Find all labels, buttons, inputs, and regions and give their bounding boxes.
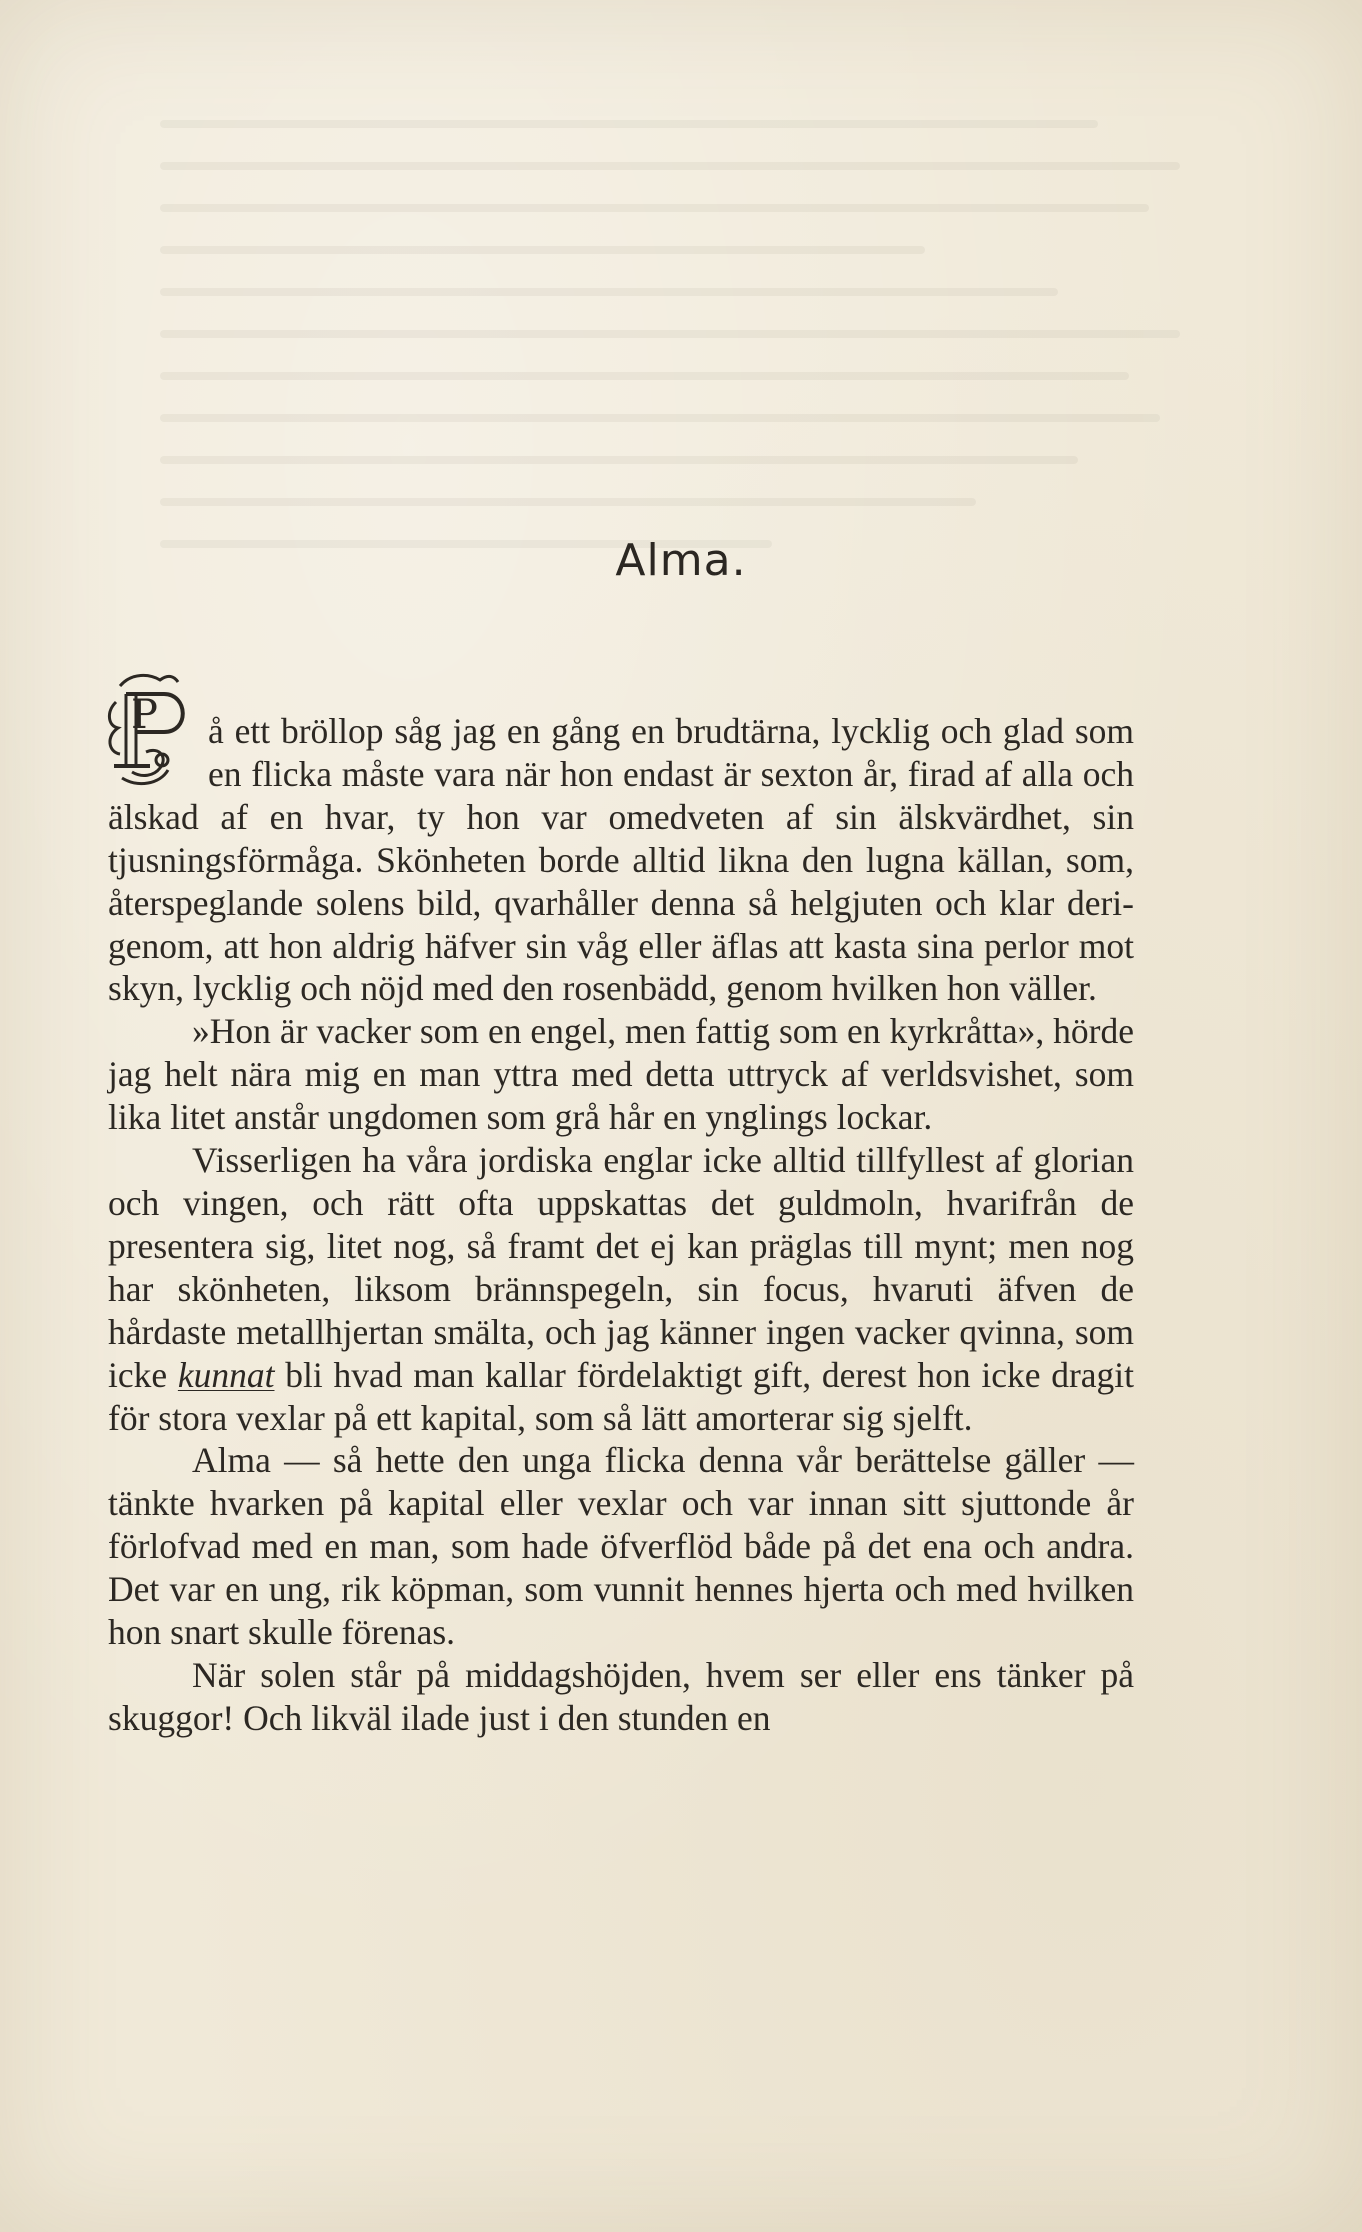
ornamental-dropcap-icon bbox=[102, 666, 202, 794]
paragraph-3-text-a: Visserligen ha våra jordiska englar icke alltid tillfyllest af glorian och vingen, och rätt ofta uppskattas det guldmoln, hvarifrån de presentera sig, litet nog, så framt det ej kan präglas till mynt; men nog har skönheten, liksom brännspegeln, sin focus, hvaruti äfven de hårdaste metallhjertan smälta, och jag känner ingen vacker qvinna, som icke bbox=[108, 1140, 1134, 1395]
chapter-title: Alma. bbox=[615, 535, 747, 586]
emphasized-word: kunnat bbox=[177, 1354, 275, 1395]
svg-text:P: P bbox=[131, 692, 158, 738]
paragraph-5: När solen står på middagshöjden, hvem ser eller ens tänker på skuggor! Och likväl ilade just i den stunden en bbox=[108, 1654, 1134, 1738]
paragraph-1-text: å ett bröllop såg jag en gång en brudtärna, lycklig och glad som en flicka måste vara när hon endast är sexton år, firad af alla och älskad af en hvar, ty hon var omedveten af sin älskvärdhet, sin tjusningsförmåga. Skönheten borde alltid likna den lugna källan, som, återspeglande solens bild, qvarhåller denna så helgjuten och klar derigenom, att hon aldrig häfver sin våg eller äflas att kasta sina perlor mot skyn, lycklig och nöjd med den rosenbädd, genom hvilken hon väller. bbox=[108, 711, 1134, 1009]
body-text bbox=[108, 692, 1134, 1740]
paragraph-3-text-b: bli hvad man kallar fördelaktigt gift, derest hon icke dragit för stora vexlar på ett kapital, som så lätt amorterar sig sjelft. bbox=[108, 1354, 1134, 1438]
paragraph-2: »Hon är vacker som en engel, men fattig som en kyrkråtta», hörde jag helt nära mig en man yttra med detta uttryck af verldsvishet, som lika litet anstår ungdomen som grå hår en ynglings lockar. bbox=[108, 1011, 1134, 1138]
paragraph-1 bbox=[108, 692, 1134, 1010]
paragraph-3 bbox=[108, 1139, 1134, 1439]
paragraph-4: Alma — så hette den unga flicka denna vår berättelse gäller — tänkte hvarken på kapital eller vexlar och var innan sitt sjuttonde år förlofvad med en man, som hade öfverflöd både på det ena och andra. Det var en ung, rik köpman, som vunnit hennes hjerta och med hvilken hon snart skulle förenas. bbox=[108, 1440, 1134, 1653]
